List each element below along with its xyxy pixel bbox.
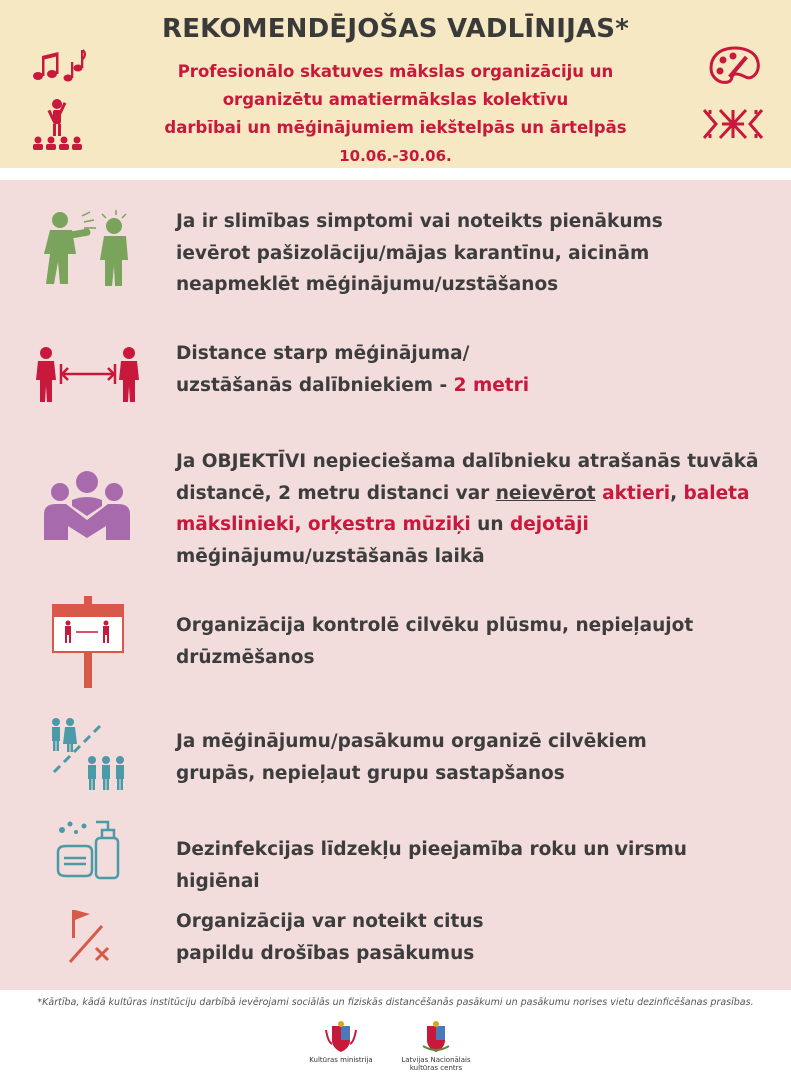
text-line: mēģinājumu/uzstāšanās laikā xyxy=(176,545,485,567)
text-line: Organizācija var noteikt citus xyxy=(176,911,484,932)
hand-sanitizer-icon xyxy=(52,818,122,882)
subtitle-line: darbībai un mēģinājumiem iekštelpās un ārtelpās xyxy=(164,118,627,137)
text-line xyxy=(176,478,776,510)
text-line: Ja ir slimības simptomi vai noteikts pienākums xyxy=(176,211,663,232)
highlight-actors: aktieri xyxy=(602,482,671,504)
text-line: higiēnai xyxy=(176,870,260,892)
text-line: Organizācija kontrolē cilvēku plūsmu, nepieļaujot xyxy=(176,615,694,636)
text-line: drūzmēšanos xyxy=(176,646,315,668)
palette-icon xyxy=(708,44,762,88)
text-line: neapmeklēt mēģinājumu/uzstāšanos xyxy=(176,274,559,295)
text-line: Dezinfekcijas līdzekļu pieejamība roku un virsmu xyxy=(176,839,687,860)
ministry-logo xyxy=(306,1020,376,1064)
sick-person-icon xyxy=(38,208,142,286)
text-segment: distancē, 2 metru distanci var xyxy=(176,482,496,504)
footer xyxy=(0,990,791,1080)
ministry-name: Kultūras ministrija xyxy=(309,1056,373,1064)
guideline-disinfection xyxy=(176,834,776,897)
text-line: papildu drošības pasākumus xyxy=(176,942,475,964)
flag-cross-icon xyxy=(66,908,114,966)
text-line: grupās, nepieļaut grupu sastapšanos xyxy=(176,762,565,784)
guideline-distance xyxy=(176,338,776,401)
performer-audience-icon xyxy=(30,96,84,152)
guideline-groups xyxy=(176,726,776,789)
folk-ornament-icon xyxy=(702,106,764,142)
text-line: ievērot pašizolāciju/mājas karantīnu, aicinām xyxy=(176,242,650,264)
coat-of-arms-icon xyxy=(419,1020,453,1054)
guideline-additional-measures xyxy=(176,906,776,969)
page-subtitle xyxy=(130,58,661,170)
distance-highlight: 2 metri xyxy=(453,374,530,396)
underlined-word: neievērot xyxy=(495,482,596,504)
music-notes-icon xyxy=(30,44,86,84)
separate-groups-icon xyxy=(48,716,132,792)
highlight-musicians: mākslinieki, orķestra mūziķi xyxy=(176,514,471,535)
text-line: Ja OBJEKTĪVI nepieciešama dalībnieku atrašanās tuvākā xyxy=(176,451,759,472)
guideline-symptoms xyxy=(176,206,776,301)
distance-icon xyxy=(34,346,142,404)
date-range: 10.06.-30.06. xyxy=(339,147,452,165)
page-title: REKOMENDĒJOŠAS VADLĪNIJAS* xyxy=(161,14,630,44)
subtitle-line: organizētu amatiermākslas kolektīvu xyxy=(222,90,569,109)
guideline-exceptions xyxy=(176,446,776,572)
lnkc-name-line: kultūras centrs xyxy=(409,1064,463,1072)
text-segment: un xyxy=(470,514,510,535)
text-segment: , xyxy=(670,482,684,504)
header-banner xyxy=(0,0,791,168)
guideline-crowd-control xyxy=(176,610,776,673)
group-people-icon xyxy=(42,470,132,542)
text-line xyxy=(176,509,776,541)
coat-of-arms-icon xyxy=(324,1020,358,1054)
footnote: *Kārtība, kādā kultūras institūciju darbībā ievērojami sociālās un fiziskās distancēšanās pasākumi un pasākumu norises vietu dezinficēšanas prasības. xyxy=(37,997,754,1008)
text-segment: uzstāšanās dalībniekiem - xyxy=(176,374,454,396)
lnkc-name-line: Latvijas Nacionālais xyxy=(401,1056,471,1064)
highlight-dancers: dejotāji xyxy=(509,514,589,535)
signboard-icon xyxy=(50,596,126,688)
highlight-ballet: baleta xyxy=(683,482,750,504)
lnkc-logo xyxy=(396,1020,476,1072)
subtitle-line: Profesionālo skatuves mākslas organizāciju un xyxy=(177,62,614,81)
text-line xyxy=(176,370,776,402)
text-line: Ja mēģinājumu/pasākumu organizē cilvēkiem xyxy=(176,731,647,752)
text-line: Distance starp mēģinājuma/ xyxy=(176,343,470,364)
